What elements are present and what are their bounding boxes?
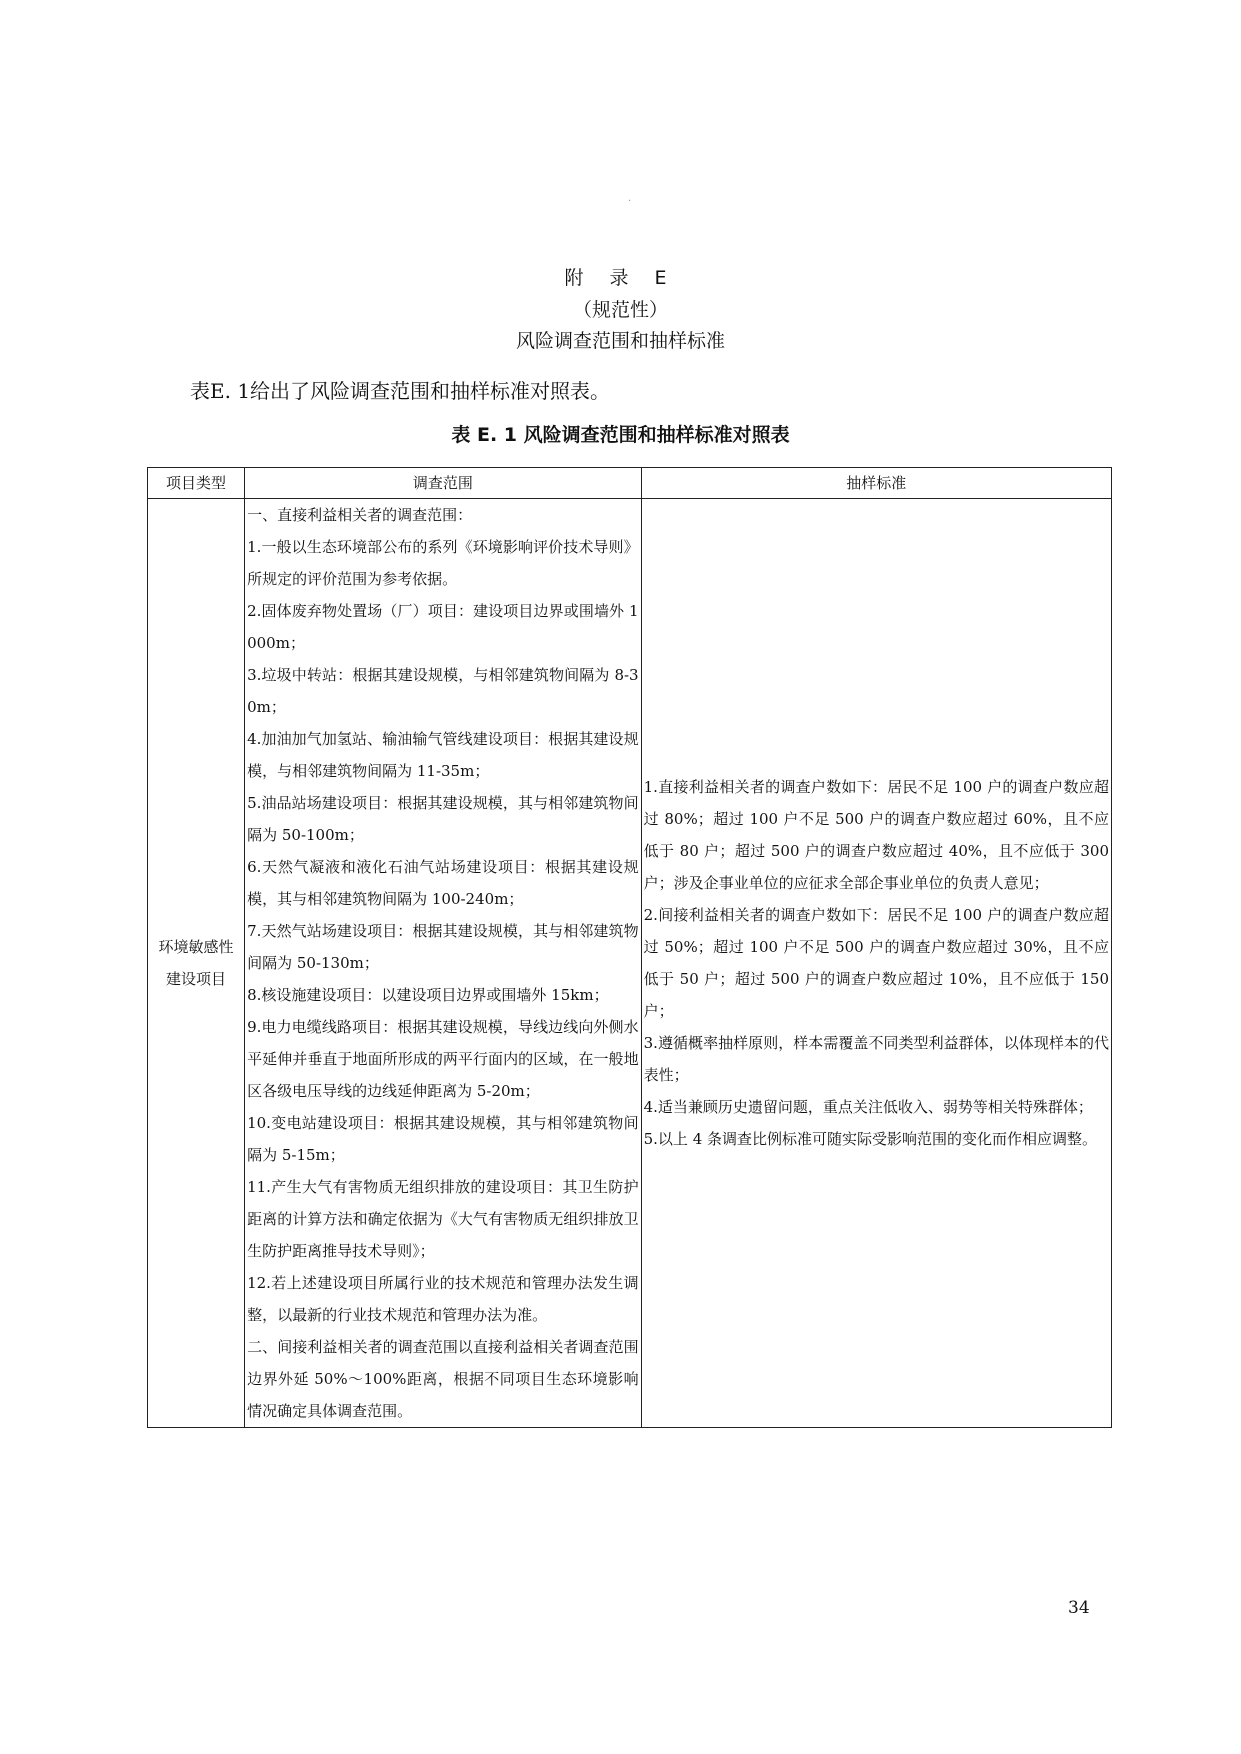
- scope-item: 4.加油加气加氢站、输油输气管线建设项目：根据其建设规模，与相邻建筑物间隔为 11-35m；: [247, 730, 639, 780]
- appendix-title: 风险调查范围和抽样标准: [515, 330, 725, 352]
- project-type-cell: [148, 499, 245, 1428]
- project-type-line: 环境敏感性: [158, 938, 234, 956]
- sampling-item: 3.遵循概率抽样原则，样本需覆盖不同类型利益群体，以体现样本的代表性；: [643, 1034, 1109, 1084]
- scope-item: 10.变电站建设项目：根据其建设规模，其与相邻建筑物间隔为 5-15m；: [247, 1114, 639, 1164]
- page-number: 34: [1068, 1598, 1090, 1618]
- sampling-item: 1.直接利益相关者的调查户数如下：居民不足 100 户的调查户数应超过 80%；超过 100 户不足 500 户的调查户数应超过 60%，且不应低于 80 户；超过 500 户的调查户数应超过 40%，且不应低于 300 户；涉及企事业单位的应征求全部企事业单位的负责人意见；: [643, 778, 1109, 892]
- scope-item: 一、直接利益相关者的调查范围：: [247, 506, 473, 524]
- scope-item: 5.油品站场建设项目：根据其建设规模，其与相邻建筑物间隔为 50-100m；: [247, 794, 639, 844]
- scope-item: 9.电力电缆线路项目：根据其建设规模，导线边线向外侧水平延伸并垂直于地面所形成的两平行面内的区域，在一般地区各级电压导线的边线延伸距离为 5-20m；: [247, 1018, 639, 1100]
- sampling-standard-table: [147, 467, 1112, 1428]
- header-survey-scope: 调查范围: [245, 468, 642, 499]
- appendix-label: 附 录 E: [564, 267, 677, 289]
- header-sampling-standard: 抽样标准: [641, 468, 1111, 499]
- sampling-item: 4.适当兼顾历史遗留问题，重点关注低收入、弱势等相关特殊群体；: [643, 1098, 1093, 1116]
- intro-paragraph: 表E. 1给出了风险调查范围和抽样标准对照表。: [190, 379, 611, 403]
- sampling-standard-cell: [641, 499, 1111, 1428]
- scope-item: 11.产生大气有害物质无组织排放的建设项目：其卫生防护距离的计算方法和确定依据为《大气有害物质无组织排放卫生防护距离推导技术导则》；: [247, 1178, 639, 1260]
- sampling-item: 2.间接利益相关者的调查户数如下：居民不足 100 户的调查户数应超过 50%；超过 100 户不足 500 户的调查户数应超过 30%，且不应低于 50 户；超过 500 户的调查户数应超过 10%，且不应低于 150 户；: [643, 906, 1109, 1020]
- appendix-type: （规范性）: [572, 299, 668, 321]
- scope-item: 3.垃圾中转站：根据其建设规模，与相邻建筑物间隔为 8-30m；: [247, 666, 639, 716]
- survey-scope-cell: [245, 499, 642, 1428]
- table-header-row: [148, 468, 1112, 499]
- table-row: [148, 499, 1112, 1428]
- scope-item: 12.若上述建设项目所属行业的技术规范和管理办法发生调整，以最新的行业技术规范和管理办法为准。: [247, 1274, 639, 1324]
- scope-item: 7.天然气站场建设项目：根据其建设规模，其与相邻建筑物间隔为 50-130m；: [247, 922, 639, 972]
- sampling-item: 5.以上 4 条调查比例标准可随实际受影响范围的变化而作相应调整。: [643, 1130, 1098, 1148]
- table-title: 表 E. 1 风险调查范围和抽样标准对照表: [451, 424, 790, 446]
- project-type-line: 建设项目: [166, 970, 227, 988]
- scope-item: 8.核设施建设项目：以建设项目边界或围墙外 15km；: [247, 986, 609, 1004]
- scope-item: 6.天然气凝液和液化石油气站场建设项目：根据其建设规模，其与相邻建筑物间隔为 100-240m；: [247, 858, 639, 908]
- scope-item: 二、间接利益相关者的调查范围以直接利益相关者调查范围边界外延 50%～100%距离，根据不同项目生态环境影响情况确定具体调查范围。: [247, 1338, 639, 1420]
- header-mark: ·: [628, 196, 632, 207]
- scope-item: 1.一般以生态环境部公布的系列《环境影响评价技术导则》所规定的评价范围为参考依据。: [247, 538, 639, 588]
- header-project-type: 项目类型: [148, 468, 245, 499]
- scope-item: 2.固体废弃物处置场（厂）项目：建设项目边界或围墙外 1000m；: [247, 602, 639, 652]
